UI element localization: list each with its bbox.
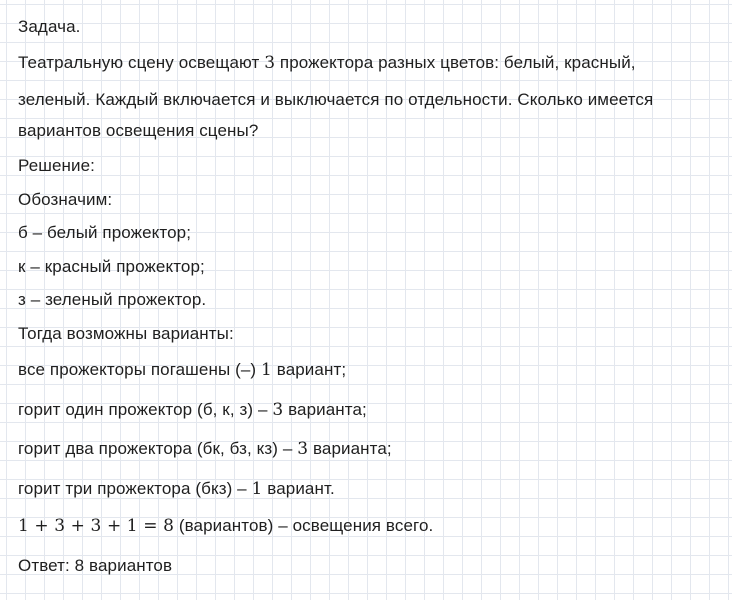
- variant-one-count: 3: [272, 400, 284, 420]
- variant-none-text: все прожекторы погашены (–): [18, 360, 262, 379]
- variant-two-text: горит два прожектора (бк, бз, кз) –: [18, 439, 298, 458]
- problem-line-1-end: прожектора разных цветов: белый, красный,: [275, 53, 636, 72]
- variant-three-text: горит три прожектора (бкз) –: [18, 479, 252, 498]
- variant-one-suffix: варианта;: [283, 400, 367, 419]
- problem-number: 3: [264, 53, 276, 73]
- total-line: [18, 516, 433, 536]
- variant-none-count: 1: [261, 360, 272, 380]
- problem-line-1-start: Театральную сцену освещают: [18, 53, 265, 72]
- total-expression: 1 + 3 + 3 + 1 = 8: [18, 516, 174, 536]
- variants-intro: Тогда возможны варианты:: [18, 324, 234, 343]
- variant-three-count: 1: [251, 479, 263, 499]
- variant-none-suffix: вариант;: [271, 360, 347, 379]
- notation-label: Обозначим:: [18, 190, 113, 209]
- notation-red: к – красный прожектор;: [18, 257, 205, 276]
- solution-label: Решение:: [18, 156, 96, 175]
- answer-line: Ответ: 8 вариантов: [18, 556, 173, 575]
- variant-three-suffix: вариант.: [262, 479, 335, 498]
- total-text: (вариантов) – освещения всего.: [174, 516, 434, 535]
- variant-one-text: горит один прожектор (б, к, з) –: [18, 400, 273, 419]
- notation-white: б – белый прожектор;: [18, 223, 192, 242]
- variant-two-suffix: варианта;: [308, 439, 392, 458]
- variant-two-count: 3: [297, 439, 309, 459]
- problem-line-1: [18, 53, 636, 73]
- variant-three: [18, 479, 335, 499]
- notation-green: з – зеленый прожектор.: [18, 290, 207, 309]
- problem-line-3: вариантов освещения сцены?: [18, 121, 259, 140]
- variant-one: [18, 400, 367, 420]
- variant-none: [18, 360, 346, 380]
- task-heading: Задача.: [18, 17, 81, 36]
- variant-two: [18, 439, 392, 459]
- problem-line-2: зеленый. Каждый включается и выключается по отдельности. Сколько имеется: [18, 90, 654, 109]
